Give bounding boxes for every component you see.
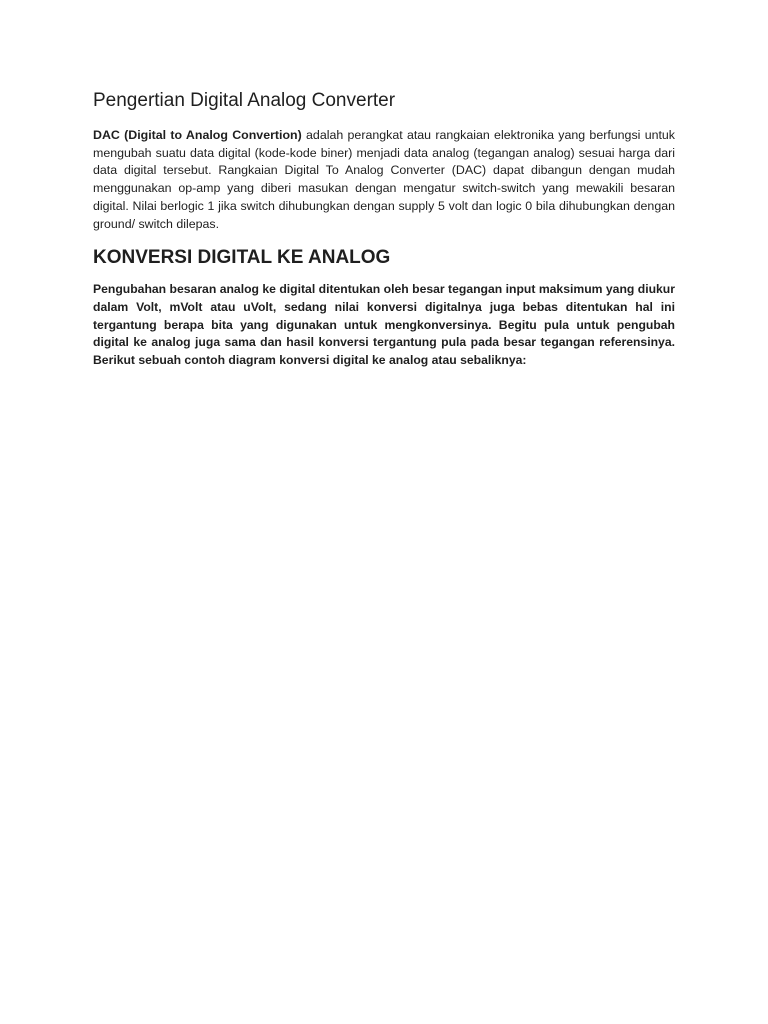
page-title: Pengertian Digital Analog Converter [93, 90, 396, 111]
document-page [93, 88, 675, 370]
section-heading: KONVERSI DIGITAL KE ANALOG [93, 247, 391, 269]
section-paragraph: Pengubahan besaran analog ke digital ditentukan oleh besar tegangan input maksimum yang diukur dalam Volt, mVolt atau uVolt, sedang nilai konversi digitalnya juga bebas ditentukan hal ini tergantung berapa bita yang digunakan untuk mengkonversinya. Begitu pula untuk pengubah digital ke analog juga sama dan hasil konversi tergantung pula pada besar tegangan referensinya. Berikut sebuah contoh diagram konversi digital ke analog atau sebaliknya: [93, 282, 675, 368]
intro-text: adalah perangkat atau rangkaian elektronika yang berfungsi untuk mengubah suatu data digital (kode-kode biner) menjadi data analog (tegangan analog) sesuai harga dari data digital tersebut. Rangkaian Digital To Analog Converter (DAC) dapat dibangun dengan mudah menggunakan op-amp yang diberi masukan dengan mengatur switch-switch yang mewakili besaran digital. Nilai berlogic 1 jika switch dihubungkan dengan supply 5 volt dan logic 0 bila dihubungkan dengan ground/ switch dilepas. [93, 128, 675, 231]
intro-paragraph [93, 127, 675, 233]
intro-term: DAC (Digital to Analog Convertion) [93, 128, 302, 142]
